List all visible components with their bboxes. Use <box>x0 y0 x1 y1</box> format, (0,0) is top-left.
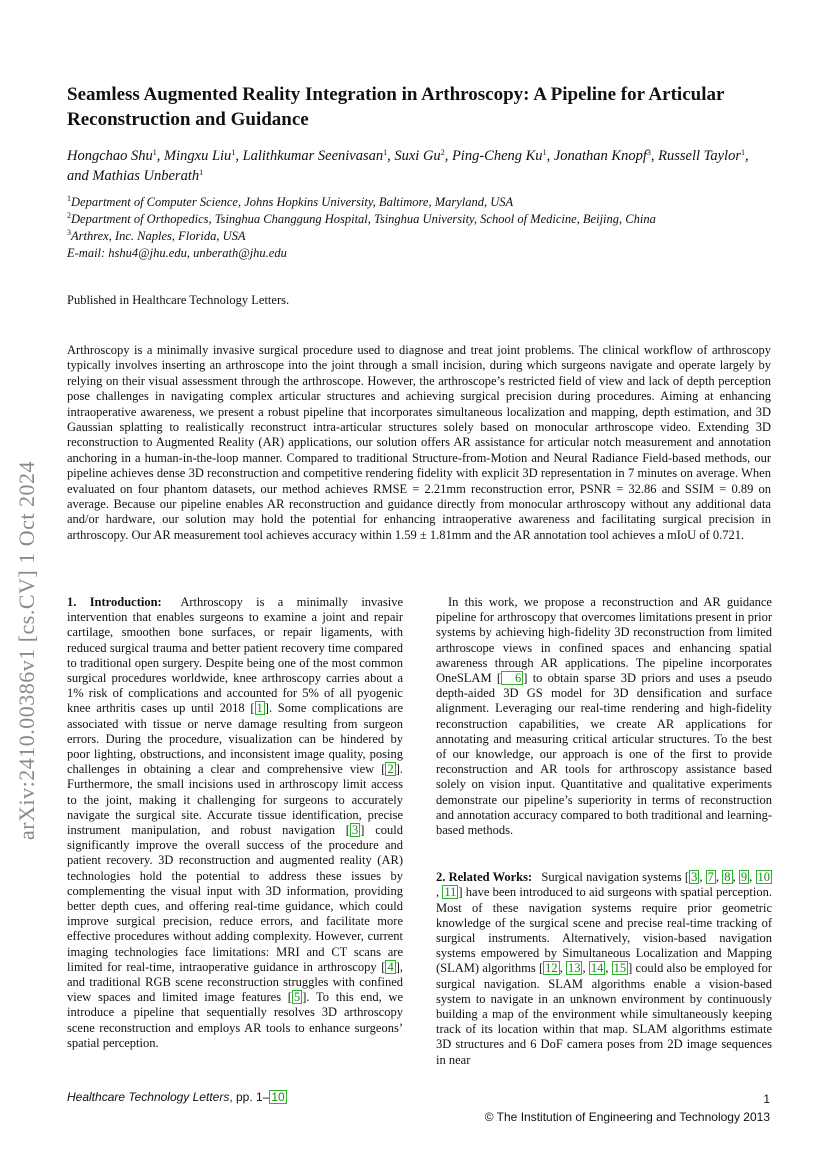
last-page-link[interactable]: 10 <box>271 1090 285 1104</box>
citation-link[interactable]: 10 <box>757 870 770 885</box>
author-affiliation-mark: 1 <box>740 148 745 157</box>
body-text: , and traditional RGB scene reconstruction struggles with confined view spaces and limited image features <box>67 959 403 1005</box>
author-affiliation-mark: 1 <box>231 148 236 157</box>
citation-link[interactable]: 15 <box>613 961 627 976</box>
right-column <box>436 595 772 1068</box>
affiliation-number: 1 <box>67 194 71 203</box>
citation-link[interactable]: 7 <box>707 870 714 885</box>
author-name: Lalithkumar Seenivasan <box>242 148 384 164</box>
page-number: 1 <box>763 1092 770 1106</box>
author-affiliation-mark: 3 <box>646 148 651 157</box>
author-list: Hongchao Shu$^1$, Mingxu Liu$^1$, Lalithkumar Seenivasan$^1$, Suxi Gu$^2$, Ping-Cheng Ku$^1$, Jonathan Knopf$^3$, Russell Taylor$^1$, and Mathias Unberath$^1$ <box>67 148 749 184</box>
body-text: . Some complications are associated with tissue or nerve damage resulting from surgeon errors. During the procedure, visualization can be hindered by poor lighting, obstructions, and inconsistent image quality, posing challenges in obtaining a clear and comprehensive view <box>67 701 403 777</box>
body-text: could also be employed for surgical navigation. SLAM algorithms enable a vision-based system to navigate in an unknown environment by continuously building a map of the environment while simultaneously keeping track of its location within that map. SLAM algorithms estimate 3D structures and 6 DoF camera poses from 2D image sequences in near <box>436 961 773 1067</box>
body-text: have been introduced to aid surgeons with spatial perception. Most of these navigation systems require prior geometric knowledge of the surgical scene and precise real-time tracking of surgical instruments. Alternatively, vision-based navigation systems empowered by Simultaneous Localization and Mapping (SLAM) algorithms <box>436 885 773 976</box>
body-text: . To this end, we introduce a pipeline that sequentially resolves 3D arthroscopy scene reconstruction and employs AR tools to enhance surgeons’ spatial perception. <box>67 990 403 1050</box>
affiliation-item <box>67 228 787 245</box>
affiliation-text: Department of Computer Science, Johns Hopkins University, Baltimore, Maryland, USA <box>71 195 514 209</box>
affiliation-number: 3 <box>67 228 71 237</box>
intro-paragraph: 1. Introduction: Arthroscopy is a minimally invasive intervention that enables surgeons to examine a joint and repair cartilage, smoothen bone surfaces, or repair ligaments, with reduced surgical trauma and better patient recovery time compared to traditional open surgery. Despite being one of the most common surgical procedures worldwide, knee arthroscopy carries about a 1% risk of complications and accounted for 5% of all pyogenic knee arthritis cases up until 2018 [ 1 ]. Some complications are associated with tissue or nerve damage resulting from surgeon errors. During the procedure, visualization can be hindered by poor lighting, obstructions, and inconsistent image quality, posing challenges in obtaining a clear and comprehensive view [ 2 ]. Furthermore, the small incisions used in arthroscopy limit access to the joint, making it challenging for surgeons to accurately navigate the surgical site. Accurate tissue identification, precise instrument manipulation, and robust navigation [ 3 ] could significantly improve the overall success of the procedure and patient recovery. 3D reconstruction and augmented reality (AR) technologies hold the potential to address these issues by complementing the visual input with 3D information, providing better depth cues, and offering real-time guidance, which could improve surgical precision, reduce errors, and facilitate more effective procedures without adding complexity. However, current imaging technologies face limitations: MRI and CT scans are limited for real-time, intraoperative guidance in arthroscopy [ 4 ], and traditional RGB scene reconstruction struggles with confined view spaces and limited image features [ 5 ]. To this end, we introduce a pipeline that sequentially resolves 3D arthroscopy scene reconstruction and employs AR tools to enhance surgeons’ spatial perception. <box>67 595 403 1050</box>
intro-paragraph: In this work, we propose a reconstruction and AR guidance pipeline for arthroscopy that overcomes limitations present in prior systems by achieving high-fidelity 3D reconstruction from limited arthroscope views in confined spaces and enhancing spatial awareness through AR applications. The pipeline incorporates OneSLAM [ 6 ] to obtain sparse 3D priors and uses a pseudo depth-aided 3D GS model for 3D densification and surface alignment. Leveraging our real-time rendering and high-fidelity reconstruction capabilities, we create AR applications for annotating and measuring critical articular structures. To the best of our knowledge, our approach is one of the first to provide reconstruction and AR tools for arthroscopy assistance based solely on vision input. Quantitative and qualitative experiments demonstrate our pipeline’s superiority in terms of reconstruction and annotation accuracy compared to both traditional and learning-based methods. <box>436 595 772 838</box>
paper-title: Seamless Augmented Reality Integration in Arthroscopy: A Pipeline for Articular Reconstruction and Guidance <box>67 84 725 130</box>
author-affiliation-mark: 1 <box>383 148 388 157</box>
citation-link[interactable]: 3 <box>691 870 698 885</box>
citation-link[interactable]: 6 <box>501 671 523 685</box>
affiliation-text: Arthrex, Inc. Naples, Florida, USA <box>71 229 246 243</box>
copyright-notice: © The Institution of Engineering and Technology 2013 <box>484 1110 770 1124</box>
body-text: could significantly improve the overall success of the procedure and patient recovery. 3D reconstruction and augmented reality (AR) technologies hold the potential to address these issues by complementing the visual input with 3D information, providing better depth cues, and offering real-time guidance, which could improve surgical precision, reduce errors, and facilitate more effective procedures without adding complexity. However, current imaging technologies face limitations: MRI and CT scans are limited for real-time, intraoperative guidance in arthroscopy <box>67 823 403 974</box>
citation-link[interactable]: 8 <box>724 870 731 885</box>
author-name: Hongchao Shu <box>67 148 153 164</box>
citation-link[interactable]: 11 <box>444 885 457 900</box>
author-name: and Mathias Unberath <box>67 168 200 184</box>
body-text: to obtain sparse 3D priors and uses a pseudo depth-aided 3D GS model for 3D densification and surface alignment. Leveraging our real-time rendering and high-fidelity reconstruction capabilities, we create AR applications for annotating and measuring critical articular structures. To the best of our knowledge, our approach is one of the first to provide reconstruction and AR tools for arthroscopy assistance based solely on vision input. Quantitative and qualitative experiments demonstrate our pipeline’s superiority in terms of reconstruction and annotation accuracy compared to both traditional and learning-based methods. <box>436 671 772 838</box>
citation-link[interactable]: 4 <box>387 959 394 974</box>
citation-link[interactable]: 12 <box>545 961 558 976</box>
author-name: Ping-Cheng Ku <box>451 148 543 164</box>
citation-link[interactable]: 1 <box>256 701 263 716</box>
affiliation-number: 2 <box>67 211 71 220</box>
citation-link[interactable]: 13 <box>567 961 581 976</box>
citation-link[interactable]: 5 <box>293 990 301 1005</box>
author-affiliation-mark: 1 <box>199 168 204 177</box>
author-name: Jonathan Knopf <box>553 148 647 164</box>
author-name: Russell Taylor <box>658 148 741 164</box>
author-name: Suxi Gu <box>394 148 441 164</box>
abstract: Arthroscopy is a minimally invasive surgical procedure used to diagnose and treat joint problems. The clinical workflow of arthroscopy typically involves inserting an arthroscope into the joint through a small incision, during which surgeons navigate and operate largely by relying on their visual assessment through the arthroscope. However, the arthroscope’s restricted field of view and lack of depth perception pose challenges in navigating complex articular structures and achieving surgical precision during procedures. Aiming at enhancing intraoperative awareness, we present a robust pipeline that incorporates simultaneous localization and mapping, depth estimation, and 3D Gaussian splatting to realistically reconstruct intra-articular structures solely based on monocular arthroscope video. Extending 3D reconstruction to Augmented Reality (AR) applications, our solution offers AR assistance for articular notch measurement and annotation anchoring in a human-in-the-loop manner. Compared to traditional Structure-from-Motion and Neural Radiance Field-based methods, our pipeline achieves dense 3D reconstruction and competitive rendering fidelity with explicit 3D representation in 7 minutes on average. When evaluated on four phantom datasets, our method achieves RMSE = 2.21mm reconstruction error, PSNR = 32.86 and SSIM = 0.89 on average. Because our pipeline enables AR reconstruction and guidance directly from monocular arthroscopy without any additional data and/or hardware, our solution may hold the potential for enhancing intraoperative awareness and facilitating surgical precision in arthroscopy. Our AR measurement tool achieves accuracy within 1.59 ± 1.81mm and the AR annotation tool achieves a mIoU of 0.721. <box>67 343 771 542</box>
affiliation-list <box>67 194 787 262</box>
citation-link[interactable]: 9 <box>740 870 748 885</box>
author-affiliation-mark: 1 <box>152 148 157 157</box>
affiliation-item <box>67 211 787 228</box>
related-works-paragraph: 2. Related Works: Surgical navigation systems [ 3 , 7 , 8 , 9 , 10, 11 ] have been introduced to aid surgeons with spatial perception. Most of these navigation systems require prior geometric knowledge of the surgical scene and precise real-time tracking of surgical instruments. Alternatively, vision-based navigation systems empowered by Simultaneous Localization and Mapping (SLAM) algorithms [ 12 , 13 , 14 , 15 ] could also be employed for surgical navigation. SLAM algorithms enable a vision-based system to navigate in an unknown environment by continuously building a map of the environment while simultaneously keeping track of its location within that map. SLAM algorithms estimate 3D structures and 6 DoF camera poses from 2D image sequences in near <box>436 870 773 1067</box>
citation-link[interactable]: 2 <box>387 762 394 777</box>
author-name: Mingxu Liu <box>164 148 232 164</box>
body-text: In this work, we propose a reconstruction and AR guidance pipeline for arthroscopy that overcomes limitations present in prior systems by achieving high-fidelity 3D reconstruction from limited arthroscope views in confined spaces and enhancing spatial awareness through AR applications. The pipeline incorporates OneSLAM <box>436 595 772 686</box>
publication-note: Published in Healthcare Technology Letters. <box>67 293 290 307</box>
author-affiliation-mark: 1 <box>542 148 547 157</box>
affiliation-text: Department of Orthopedics, Tsinghua Changgung Hospital, Tsinghua University, School of Medicine, Beijing, China <box>71 212 656 226</box>
citation-link[interactable]: 3 <box>351 823 359 838</box>
section-heading: 1. Introduction: <box>67 595 162 609</box>
body-text: Arthroscopy is a minimally invasive intervention that enables surgeons to examine a joint and repair cartilage, smoothen bone surfaces, or repair ligaments, with reduced surgical trauma and better patient recovery time compared to traditional open surgery. Despite being one of the most common surgical procedures worldwide, knee arthroscopy carries about a 1% risk of complications and accounted for 5% of all pyogenic knee arthritis cases up until 2018 <box>67 595 403 716</box>
footer-journal <box>67 1090 287 1104</box>
left-column <box>67 595 403 1051</box>
footer-right <box>485 1090 770 1126</box>
body-text: Surgical navigation systems <box>541 870 685 885</box>
body-text: . Furthermore, the small incisions used in arthroscopy limit access to the joint, making it challenging for surgeons to accurately navigate the surgical site. Accurate tissue identification, precise instrument manipulation, and robust navigation <box>67 762 403 838</box>
journal-name: Healthcare Technology Letters <box>67 1090 230 1104</box>
affiliation-item <box>67 194 787 211</box>
page-range-prefix: , pp. 1– <box>229 1090 270 1104</box>
arxiv-stamp: arXiv:2410.00386v1 [cs.CV] 1 Oct 2024 <box>14 460 39 840</box>
author-affiliation-mark: 2 <box>440 148 445 157</box>
contact-email: E-mail: hshu4@jhu.edu, unberath@jhu.edu <box>67 246 287 260</box>
section-heading: 2. Related Works: <box>436 870 533 885</box>
citation-link[interactable]: 14 <box>590 961 604 976</box>
